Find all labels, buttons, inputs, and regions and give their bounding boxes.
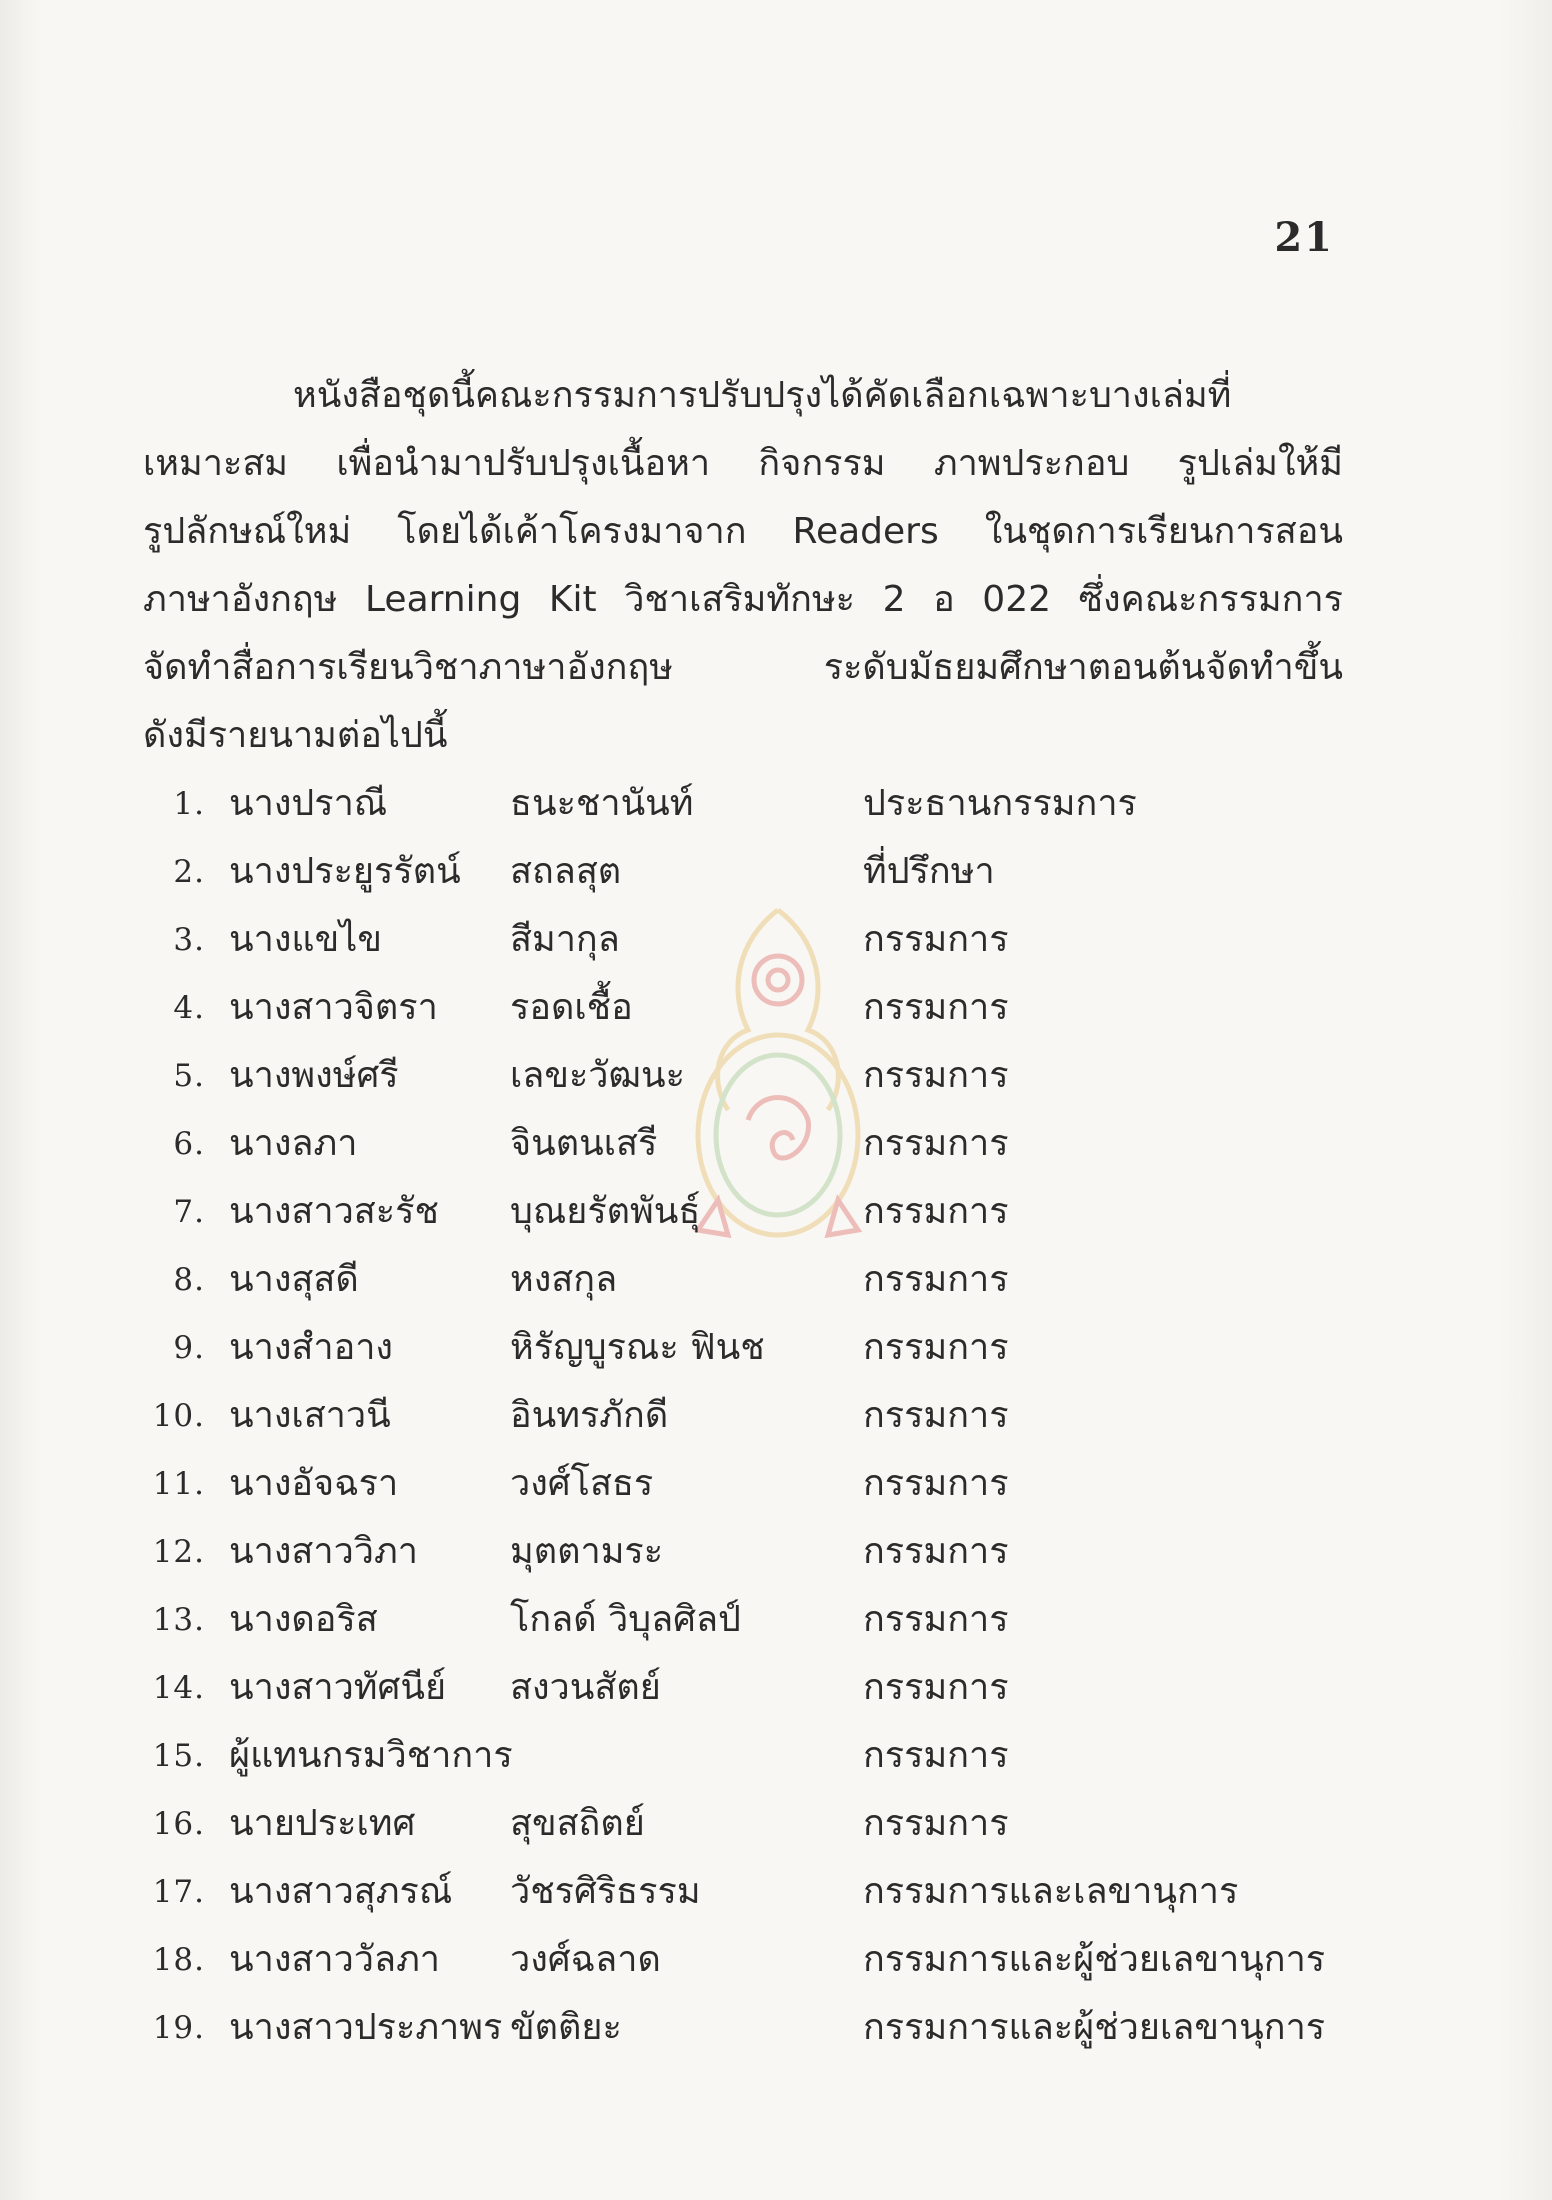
intro-line: ดังมีรายนามต่อไปนี้ (143, 715, 448, 756)
item-number: 5. (173, 1058, 205, 1094)
list-item (143, 1858, 1393, 1926)
role: กรรมการ (863, 1123, 1009, 1164)
list-item (143, 1110, 1393, 1178)
item-number: 19. (152, 2010, 205, 2046)
surname: วัชรศิริธรรม (510, 1871, 701, 1912)
list-item (143, 1450, 1393, 1518)
list-item (143, 1314, 1393, 1382)
given-name: นางอัจฉรา (229, 1463, 399, 1504)
role: ที่ปรึกษา (863, 851, 995, 892)
given-name: นายประเทศ (229, 1803, 416, 1844)
committee-list (143, 770, 1393, 2062)
surname: สงวนสัตย์ (510, 1667, 661, 1708)
given-name: นางสาวทัศนีย์ (229, 1667, 447, 1708)
page-number: 21 (1274, 214, 1334, 261)
item-number: 16. (152, 1806, 205, 1842)
list-item (143, 1246, 1393, 1314)
given-name: นางประยูรรัตน์ (229, 851, 461, 892)
item-number: 15. (152, 1738, 205, 1774)
given-name: นางสาววัลภา (229, 1939, 441, 1980)
surname: หิรัญบูรณะ ฟินช (510, 1327, 765, 1368)
list-item (143, 1926, 1393, 1994)
list-item (143, 1042, 1393, 1110)
role: กรรมการและผู้ช่วยเลขานุการ (863, 1939, 1326, 1980)
role: กรรมการและเลขานุการ (863, 1871, 1239, 1912)
surname: สุขสถิตย์ (510, 1803, 645, 1844)
role: กรรมการ (863, 1531, 1009, 1572)
role: กรรมการ (863, 1599, 1009, 1640)
role: กรรมการ (863, 987, 1009, 1028)
role: กรรมการ (863, 1463, 1009, 1504)
item-number: 9. (173, 1330, 205, 1366)
list-item (143, 1382, 1393, 1450)
role: กรรมการ (863, 1259, 1009, 1300)
surname: วงศ์โสธร (510, 1463, 654, 1504)
list-item (143, 1790, 1393, 1858)
role: ประธานกรรมการ (863, 783, 1137, 824)
surname: บุณยรัตพันธุ์ (510, 1191, 701, 1232)
role: กรรมการ (863, 1667, 1009, 1708)
given-name: นางแขไข (229, 919, 382, 960)
surname: ธนะชานันท์ (510, 783, 694, 824)
given-name: นางสาวประภาพร (229, 2007, 503, 2048)
list-item (143, 838, 1393, 906)
list-item (143, 770, 1393, 838)
surname: ขัตติยะ (510, 2007, 622, 2048)
role: กรรมการ (863, 919, 1009, 960)
list-item (143, 1586, 1393, 1654)
item-number: 10. (152, 1398, 205, 1434)
item-number: 8. (173, 1262, 205, 1298)
intro-line: จัดทำสื่อการเรียนวิชาภาษาอังกฤษ ระดับมัธยมศึกษาตอนต้นจัดทำขึ้น (143, 647, 1343, 688)
surname: โกลด์ วิบุลศิลป์ (510, 1599, 741, 1640)
given-name: นางสาวจิตรา (229, 987, 438, 1028)
surname: วงศ์ฉลาด (510, 1939, 661, 1980)
surname: หงสกุล (510, 1259, 618, 1300)
role: กรรมการ (863, 1803, 1009, 1844)
given-name: นางสาวสะรัช (229, 1191, 439, 1232)
surname: สีมากุล (510, 919, 620, 960)
surname: มุตตามระ (510, 1531, 664, 1572)
surname: รอดเชื้อ (510, 987, 633, 1028)
role: กรรมการ (863, 1191, 1009, 1232)
list-item (143, 974, 1393, 1042)
given-name: นางดอริส (229, 1599, 378, 1640)
surname: เลขะวัฒนะ (510, 1055, 685, 1096)
item-number: 12. (152, 1534, 205, 1570)
item-number: 17. (152, 1874, 205, 1910)
intro-paragraph (143, 362, 1343, 770)
given-name: นางสุสดี (229, 1259, 359, 1300)
intro-line: หนังสือชุดนี้คณะกรรมการปรับปรุงได้คัดเลือกเฉพาะบางเล่มที่ (293, 375, 1232, 416)
item-number: 6. (173, 1126, 205, 1162)
item-number: 14. (152, 1670, 205, 1706)
given-name: นางสำอาง (229, 1327, 394, 1368)
given-name: นางพงษ์ศรี (229, 1055, 399, 1096)
role: กรรมการ (863, 1735, 1009, 1776)
list-item (143, 1654, 1393, 1722)
surname: จินตนเสรี (510, 1123, 658, 1164)
role: กรรมการ (863, 1395, 1009, 1436)
intro-line: ภาษาอังกฤษ Learning Kit วิชาเสริมทักษะ 2 อ 022 ซึ่งคณะกรรมการ (143, 579, 1343, 620)
given-name: นางลภา (229, 1123, 358, 1164)
given-name: นางสาวสุภรณ์ (229, 1871, 453, 1912)
list-item (143, 906, 1393, 974)
role: กรรมการ (863, 1327, 1009, 1368)
item-number: 2. (173, 854, 205, 890)
item-number: 18. (152, 1942, 205, 1978)
intro-line: เหมาะสม เพื่อนำมาปรับปรุงเนื้อหา กิจกรรม ภาพประกอบ รูปเล่มให้มี (143, 443, 1343, 484)
given-name: นางสาววิภา (229, 1531, 418, 1572)
surname: อินทรภักดี (510, 1395, 669, 1436)
role: กรรมการ (863, 1055, 1009, 1096)
list-item (143, 1994, 1393, 2062)
given-name: ผู้แทนกรมวิชาการ (229, 1735, 513, 1776)
list-item (143, 1722, 1393, 1790)
given-name: นางเสาวนี (229, 1395, 391, 1436)
intro-line: รูปลักษณ์ใหม่ โดยได้เค้าโครงมาจาก Readers ในชุดการเรียนการสอน (143, 511, 1343, 552)
role: กรรมการและผู้ช่วยเลขานุการ (863, 2007, 1326, 2048)
list-item (143, 1518, 1393, 1586)
item-number: 1. (173, 786, 205, 822)
list-item (143, 1178, 1393, 1246)
surname: สถลสุต (510, 851, 622, 892)
item-number: 11. (152, 1466, 205, 1502)
item-number: 13. (152, 1602, 205, 1638)
item-number: 7. (173, 1194, 205, 1230)
given-name: นางปราณี (229, 783, 388, 824)
item-number: 4. (173, 990, 205, 1026)
item-number: 3. (173, 922, 205, 958)
